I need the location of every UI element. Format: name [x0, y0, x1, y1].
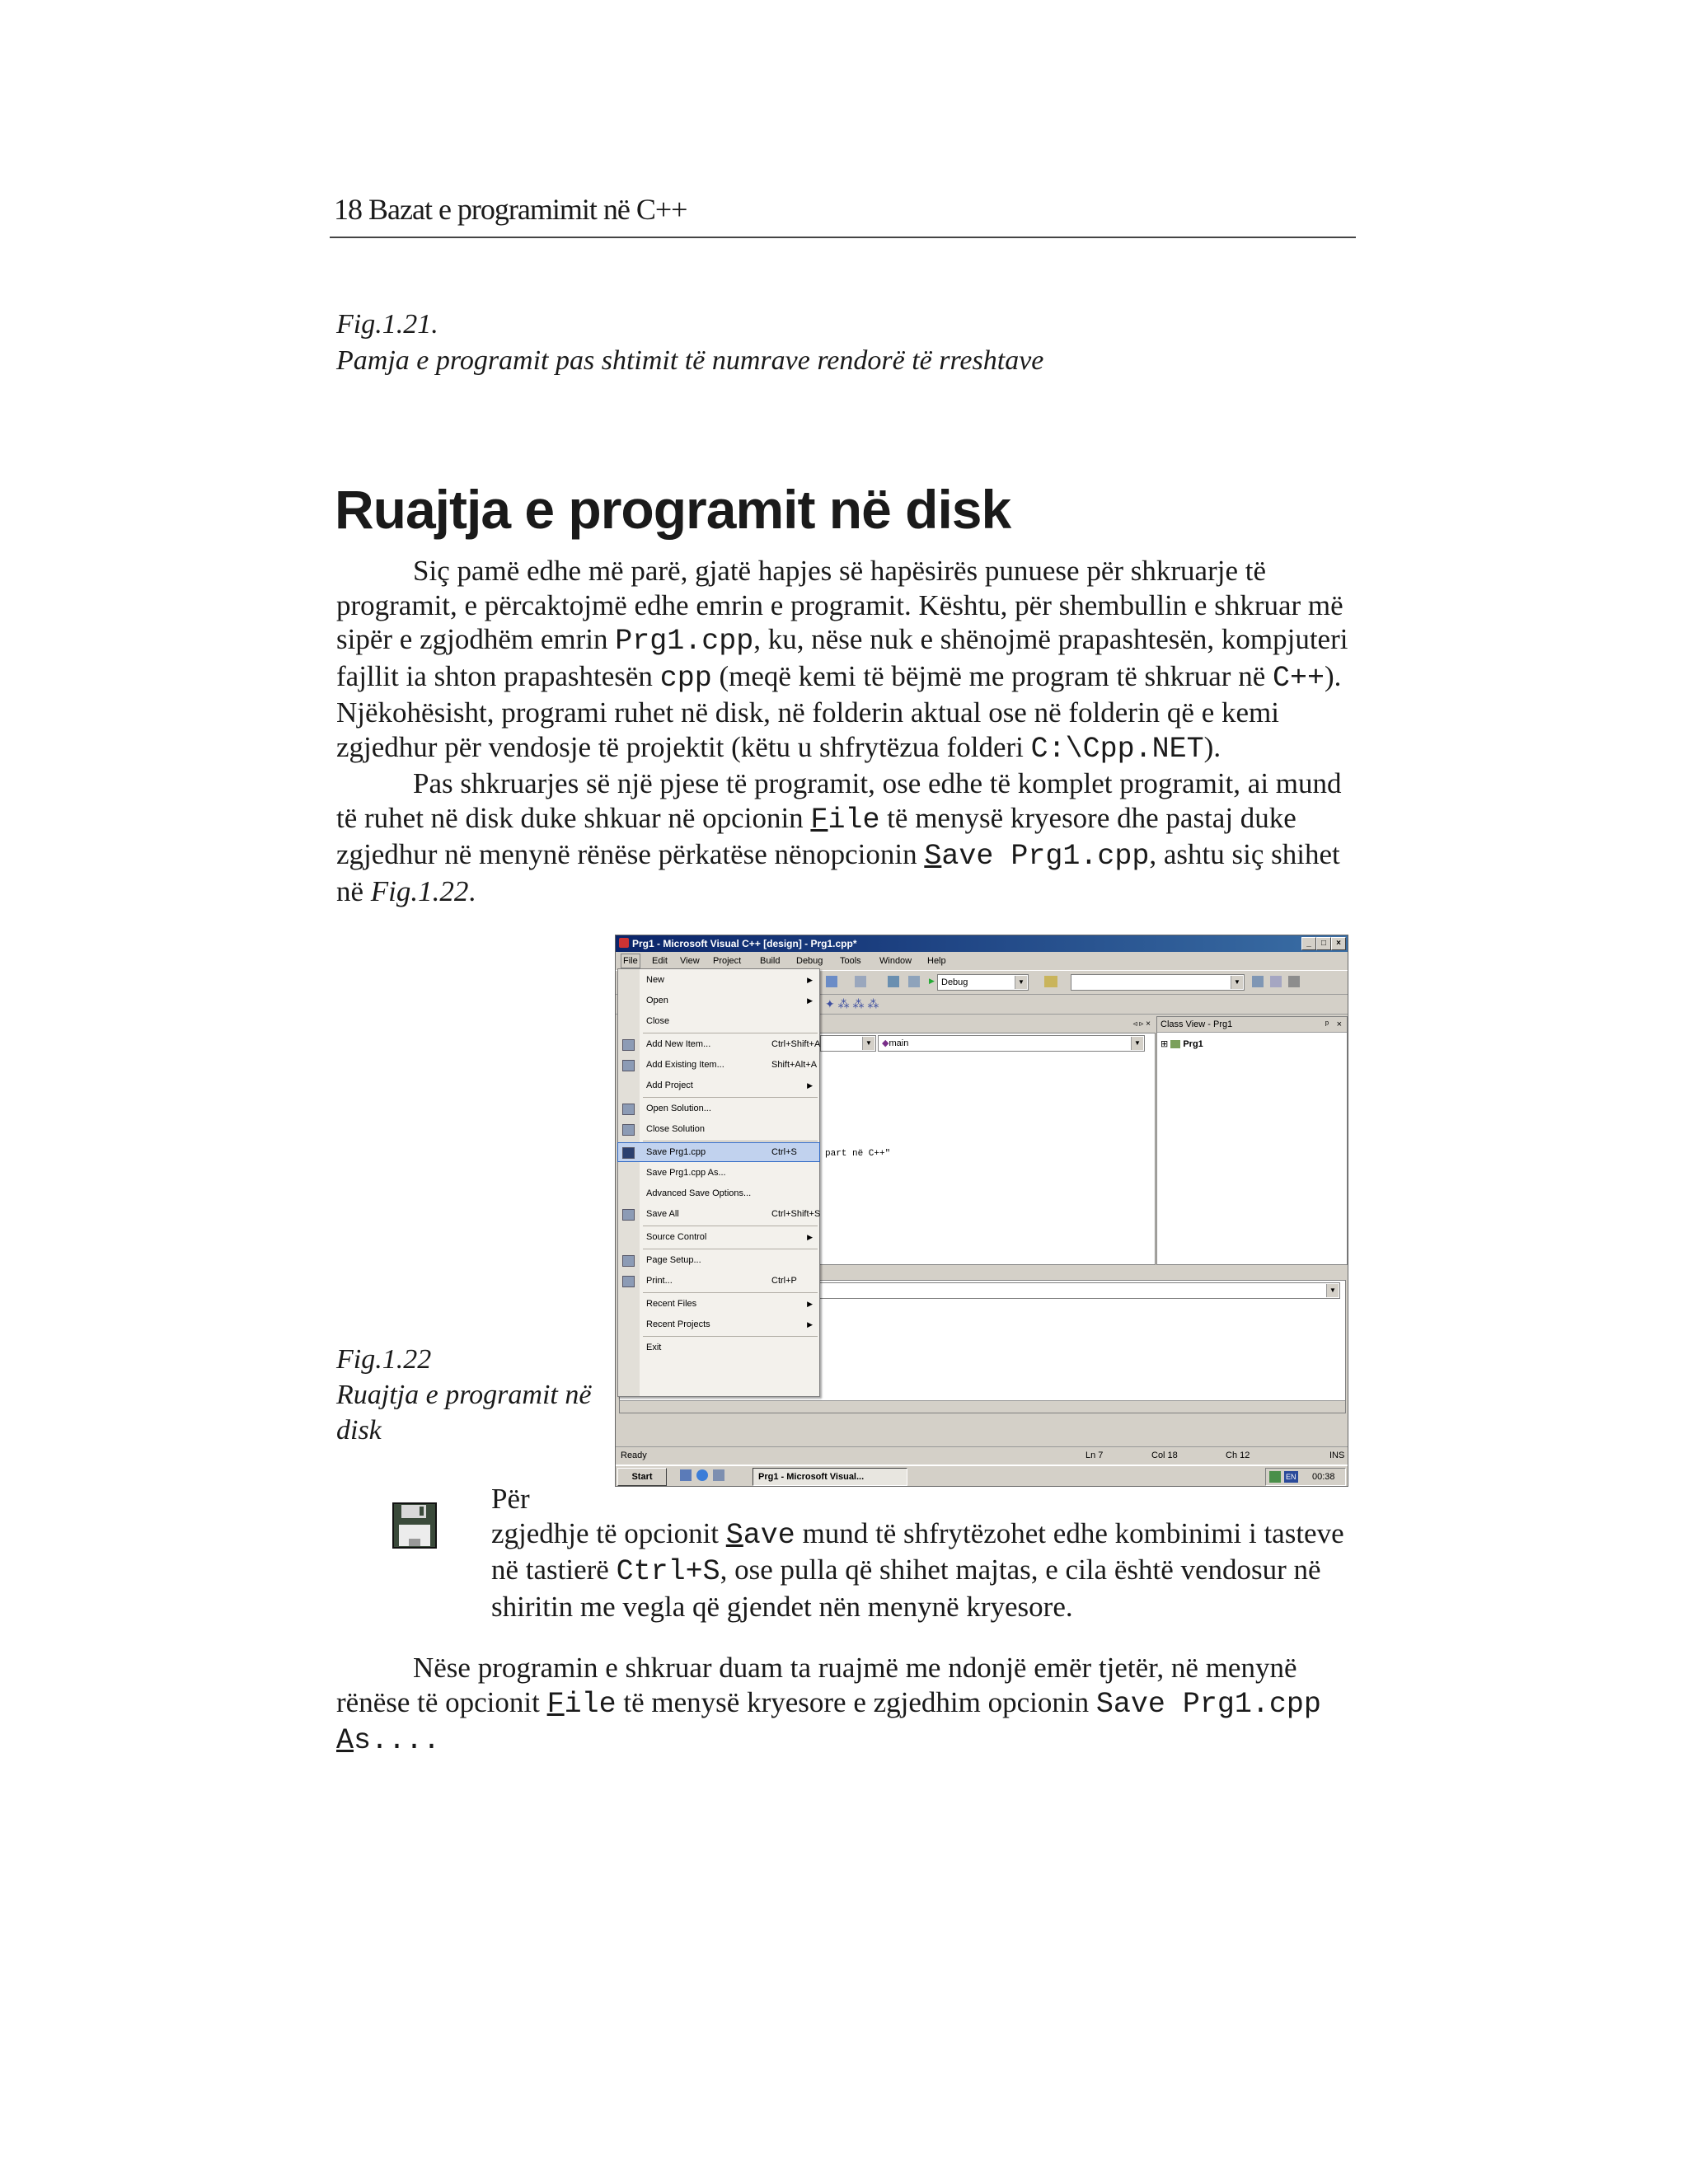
- menu-item-label: Exit: [646, 1343, 662, 1352]
- code-editor[interactable]: [818, 1033, 1156, 1265]
- chevron-down-icon: ▼: [1015, 976, 1027, 989]
- navigate-icon[interactable]: [888, 976, 899, 987]
- paragraph-4: [336, 1651, 1354, 1759]
- config-combo-value: Debug: [941, 977, 968, 987]
- config-combo[interactable]: [937, 974, 1029, 991]
- header-rule: [330, 237, 1356, 238]
- figure-label: Fig.1.21.: [336, 309, 438, 340]
- text: Nëse programin e shkruar duam ta ruajmë me ndonjë emër tjetër, në menynë rënëse të opcionit: [336, 1652, 1297, 1718]
- bookmark-icons[interactable]: ✦ ⁂ ⁂ ⁂: [825, 997, 879, 1010]
- code: F: [546, 1687, 565, 1721]
- expand-icon[interactable]: ⊞: [1160, 1039, 1169, 1049]
- toolbox-icon[interactable]: [1288, 976, 1300, 987]
- menu-item-shortcut: Ctrl+Shift+S: [771, 1209, 821, 1219]
- window-titlebar: [616, 935, 1348, 952]
- submenu-arrow-icon: ▶: [807, 1300, 813, 1308]
- menu-item-new[interactable]: [618, 971, 819, 989]
- menu-item-label: Print...: [646, 1276, 673, 1286]
- start-label: Start: [631, 1472, 653, 1482]
- code: Ctrl+S: [616, 1555, 720, 1588]
- submenu-arrow-icon: ▶: [807, 1233, 813, 1241]
- menu-item-shortcut: Shift+Alt+A: [771, 1060, 818, 1070]
- menu-item-label: Source Control: [646, 1232, 707, 1242]
- redo-icon[interactable]: [855, 976, 866, 987]
- text: .: [468, 874, 476, 907]
- chevron-down-icon: ▼: [1131, 1037, 1143, 1050]
- text: , ashtu siç shihet në: [336, 838, 1340, 907]
- undo-icon[interactable]: [826, 976, 837, 987]
- scope-combo[interactable]: [820, 1035, 876, 1052]
- menu-item-shortcut: Ctrl+P: [771, 1276, 797, 1286]
- task-label: Prg1 - Microsoft Visual...: [758, 1472, 865, 1482]
- submenu-arrow-icon: ▶: [807, 1320, 813, 1329]
- status-ready: Ready: [621, 1451, 647, 1460]
- code: Save Prg1.cpp: [1095, 1687, 1321, 1721]
- menu-item-label: Open: [646, 996, 668, 1005]
- code-line: part në C++": [825, 1149, 891, 1159]
- editor-tabstrip: [818, 1016, 1154, 1033]
- menu-item-print[interactable]: [618, 1272, 819, 1290]
- menu-separator: [643, 1097, 818, 1098]
- chevron-down-icon: ▼: [1231, 976, 1243, 989]
- file-menu: [617, 968, 820, 1397]
- code: S: [725, 1518, 743, 1552]
- network-icon[interactable]: [1269, 1471, 1281, 1483]
- text: , ose pulla që shihet majtas, e cila është vendosur në shiritin me vegla që gjendet nën menynë kryesore.: [491, 1554, 1321, 1623]
- menu-view[interactable]: View: [680, 956, 700, 966]
- class-view-item[interactable]: [1160, 1038, 1203, 1049]
- status-line: Ln 7: [1085, 1451, 1104, 1460]
- status-ins: INS: [1329, 1451, 1345, 1460]
- function-combo-value: main: [889, 1038, 909, 1048]
- menu-item-label: Add Existing Item...: [646, 1060, 724, 1070]
- menu-item-save-all[interactable]: [618, 1205, 819, 1223]
- paragraph-1: [336, 554, 1354, 908]
- text: mund të shfrytëzohet edhe kombinimi i tasteve në tastierë: [491, 1516, 1344, 1586]
- text: , ku, nëse nuk e shënojmë prapashtesën, kompjuteri fajllit ia shton prapashtesën: [336, 623, 1348, 692]
- menu-item-label: Advanced Save Options...: [646, 1188, 752, 1198]
- desktop-icon[interactable]: [680, 1469, 692, 1481]
- explorer-icon[interactable]: [713, 1469, 724, 1481]
- menu-item-add-new-item[interactable]: [618, 1035, 819, 1053]
- code: ave Prg1.cpp: [941, 840, 1150, 873]
- find-icon[interactable]: [1044, 976, 1057, 987]
- class-view-panel: [1156, 1016, 1348, 1265]
- menu-item-shortcut: Ctrl+Shift+A: [771, 1039, 821, 1049]
- class-view-title: [1157, 1017, 1347, 1033]
- menu-item-label: Save Prg1.cpp As...: [646, 1168, 726, 1178]
- menu-edit[interactable]: Edit: [652, 956, 668, 966]
- nav-forward-icon[interactable]: [908, 976, 920, 987]
- code: A: [336, 1724, 354, 1757]
- submenu-arrow-icon: ▶: [807, 976, 813, 984]
- menu-window[interactable]: Window: [879, 956, 912, 966]
- figure-1-21-caption: [336, 307, 1043, 379]
- menu-item-label: Close Solution: [646, 1124, 705, 1134]
- code: Prg1.cpp: [615, 625, 754, 658]
- figure-caption: Pamja e programit pas shtimit të numrave rendorë të rreshtave: [336, 345, 1044, 376]
- menu-item-open[interactable]: [618, 991, 819, 1010]
- page-setup-icon: [622, 1255, 635, 1267]
- app-icon: [619, 938, 629, 948]
- text: (meqë kemi të bëjmë me program të shkruar në: [711, 659, 1273, 692]
- code: F: [810, 803, 828, 837]
- text: Për: [491, 1483, 530, 1515]
- method-icon: ◆: [882, 1038, 889, 1048]
- figure-label: Fig.1.22: [336, 1344, 432, 1375]
- close-icon[interactable]: ×: [1336, 1019, 1342, 1029]
- menu-item-label: Open Solution...: [646, 1104, 711, 1113]
- menu-separator: [643, 1336, 818, 1337]
- menu-item-label: Close: [646, 1016, 670, 1026]
- window-title: Prg1 - Microsoft Visual C++ [design] - Prg1.cpp*: [632, 938, 857, 949]
- menu-item-label: Recent Files: [646, 1299, 697, 1309]
- menu-item-recent-files[interactable]: [618, 1295, 819, 1313]
- menu-item-label: Recent Projects: [646, 1319, 710, 1329]
- menu-item-label: New: [646, 975, 665, 985]
- menu-build[interactable]: Build: [760, 956, 781, 966]
- project-name: Prg1: [1183, 1039, 1203, 1049]
- text: Siç pamë edhe më parë, gjatë hapjes së hapësirës punuese për shkruarje të programit, e përcaktojmë edhe emrin e programit. Kështu, për shembullin e shkruar më sipër e zgjodhëm emrin: [336, 555, 1343, 655]
- add-existing-item-icon: [622, 1060, 635, 1071]
- text: ).: [1203, 730, 1221, 763]
- running-header: 18 Bazat e programimit në C++: [334, 193, 687, 226]
- browser-icon[interactable]: [696, 1469, 708, 1481]
- text: të menysë kryesore e zgjedhim opcionin: [616, 1685, 1096, 1718]
- text: Pas shkruarjes së një pjese të programit, ose edhe të komplet programit, ai mund të ruhet në disk duke shkuar në opcionin: [336, 767, 1342, 834]
- start-icon[interactable]: ▶: [929, 977, 935, 985]
- menu-item-page-setup[interactable]: [618, 1251, 819, 1269]
- function-combo[interactable]: [878, 1035, 1145, 1052]
- menu-item-label: Save All: [646, 1209, 679, 1219]
- menu-item-shortcut: Ctrl+S: [771, 1147, 797, 1157]
- chevron-down-icon: ▼: [862, 1037, 874, 1050]
- menu-item-close-solution[interactable]: [618, 1120, 819, 1138]
- vcpp-screenshot: [615, 935, 1348, 1487]
- menu-item-exit[interactable]: [618, 1338, 819, 1357]
- printer-icon: [622, 1276, 635, 1287]
- figure-caption: Ruajtja e programit në disk: [336, 1380, 592, 1446]
- menu-help[interactable]: Help: [927, 956, 946, 966]
- open-solution-icon: [622, 1104, 635, 1115]
- menu-item-open-solution[interactable]: [618, 1099, 819, 1118]
- menu-item-recent-projects[interactable]: [618, 1315, 819, 1333]
- figure-reference: Fig.1.22: [370, 874, 469, 907]
- close-icon[interactable]: ◃ ▹ ×: [1132, 1019, 1151, 1029]
- close-icon[interactable]: ×: [1331, 937, 1346, 950]
- menu-item-add-project[interactable]: [618, 1076, 819, 1094]
- code: ave: [743, 1518, 795, 1552]
- menu-project[interactable]: Project: [713, 956, 742, 966]
- save-all-icon: [622, 1209, 635, 1221]
- code: ile: [564, 1687, 617, 1721]
- menu-item-close[interactable]: [618, 1012, 819, 1030]
- code: C++: [1273, 661, 1325, 695]
- project-icon: [1170, 1040, 1180, 1048]
- clock: 00:38: [1312, 1472, 1335, 1482]
- menu-item-label: Add New Item...: [646, 1039, 711, 1049]
- chevron-down-icon: ▼: [1326, 1284, 1339, 1297]
- menu-item-add-existing-item[interactable]: [618, 1056, 819, 1074]
- text: zgjedhje të opcionit: [491, 1516, 726, 1549]
- code: ile: [828, 803, 880, 837]
- language-indicator[interactable]: EN: [1286, 1473, 1296, 1481]
- properties-icon[interactable]: [1270, 976, 1282, 987]
- menu-file[interactable]: File: [621, 954, 640, 968]
- paragraph-3: [491, 1482, 1353, 1624]
- add-new-item-icon: [622, 1039, 635, 1051]
- code: s....: [354, 1724, 441, 1757]
- menu-item-label: Page Setup...: [646, 1255, 701, 1265]
- menu-item-advanced-save[interactable]: [618, 1184, 819, 1202]
- menu-debug[interactable]: Debug: [796, 956, 823, 966]
- status-char: Ch 12: [1226, 1451, 1250, 1460]
- horizontal-scrollbar[interactable]: [620, 1400, 1345, 1413]
- figure-1-22-caption: [336, 1342, 608, 1448]
- text: të menysë kryesore dhe pastaj duke zgjedhur në menynë rënëse përkatëse nënopcionin: [336, 801, 1296, 870]
- status-bar: [616, 1446, 1348, 1464]
- menu-item-save-as[interactable]: [618, 1164, 819, 1182]
- submenu-arrow-icon: ▶: [807, 1081, 813, 1090]
- menu-tools[interactable]: Tools: [840, 956, 861, 966]
- close-solution-icon: [622, 1124, 635, 1136]
- maximize-icon[interactable]: □: [1316, 937, 1331, 950]
- menu-separator: [643, 1292, 818, 1293]
- submenu-arrow-icon: ▶: [807, 996, 813, 1005]
- find-combo[interactable]: [1071, 974, 1245, 991]
- code: S: [924, 840, 942, 873]
- menu-item-label: Add Project: [646, 1080, 693, 1090]
- floppy-disk-icon: [392, 1502, 437, 1549]
- minimize-icon[interactable]: _: [1301, 937, 1316, 950]
- menu-item-source-control[interactable]: [618, 1228, 819, 1246]
- output-combo[interactable]: [819, 1282, 1340, 1299]
- menu-item-label: Save Prg1.cpp: [646, 1147, 706, 1157]
- panel-title: Class View - Prg1: [1160, 1019, 1233, 1029]
- text: ). Njëkohësisht, programi ruhet në disk, në folderin aktual ose në folderin që e kemi zgjedhur për vendosje të projektit (këtu u shfrytëzua folderi: [336, 659, 1342, 763]
- floppy-disk-icon: [622, 1147, 635, 1159]
- status-column: Col 18: [1151, 1451, 1178, 1460]
- pin-icon[interactable]: ᵖ: [1325, 1019, 1329, 1029]
- menubar: [616, 953, 1348, 969]
- code: C:\Cpp.NET: [1030, 732, 1204, 766]
- section-title: Ruajtja e programit në disk: [335, 479, 1011, 540]
- solution-explorer-icon[interactable]: [1252, 976, 1264, 987]
- code: cpp: [659, 661, 712, 695]
- menu-item-save[interactable]: [618, 1143, 819, 1161]
